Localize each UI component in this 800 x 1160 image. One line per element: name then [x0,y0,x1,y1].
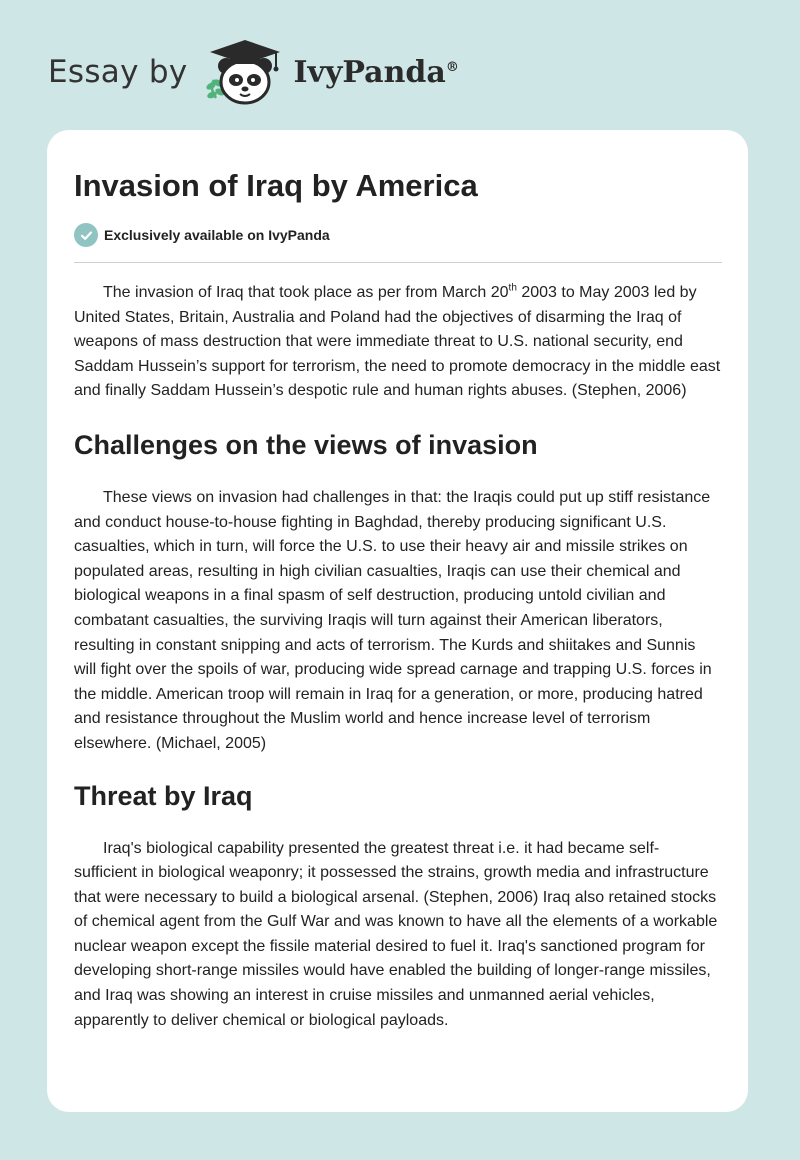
brand-name: IvyPanda® [293,54,459,90]
essay-title: Invasion of Iraq by America [74,168,478,203]
section-heading-threat: Threat by Iraq [74,780,253,811]
title-divider [74,262,722,263]
panda-mascot-icon [202,36,288,108]
brand-prefix: Essay by [48,54,188,90]
exclusive-badge [74,222,722,248]
section-heading-challenges: Challenges on the views of invasion [74,429,538,460]
section-body-challenges: These views on invasion had challenges in that: the Iraqis could put up stiff resistance and conduct house-to-house fighting in Baghdad, thereby producing significant U.S. casualties, which in turn, will force the U.S. to use their heavy air and missile strikes on populated areas, resulting in high civilian casualties, Iraqis can use their chemical and biological weapons in a final spasm of self destruction, producing untold civilian and combatant casualties, the surviving Iraqis will turn against their American liberators, resulting in constant snipping and acts of terrorism. The Kurds and shiitakes and Sunnis will fight over the spoils of war, producing wide spread carnage and trapping U.S. forces in the middle. American troop will remain in Iraq for a generation, or more, producing hatred and resistance throughout the Muslim world and hence increase level of terrorism elsewhere. (Michael, 2005) [74,488,712,752]
intro-paragraph: The invasion of Iraq that took place as per from March 20th 2003 to May 2003 led by United States, Britain, Australia and Poland had the objectives of disarming the Iraq of weapons of mass destruction that were immediate threat to U.S. national security, end Saddam Hussein’s support for terrorism, the need to promote democracy in the middle east and finally Saddam Hussein’s despotic rule and human rights abuses. (Stephen, 2006) [74,282,721,400]
exclusive-badge-label: Exclusively available on IvyPanda [104,227,330,243]
essay-card [47,130,748,1112]
check-circle-icon [74,223,98,247]
site-header-logo[interactable] [48,36,459,108]
section-body-threat: Iraq's biological capability presented the greatest threat i.e. it had became self-sufficient in biological weaponry; it possessed the strains, growth media and infrastructure that were necessary to build a biological arsenal. (Stephen, 2006) Iraq also retained stocks of chemical agent from the Gulf War and was known to have all the elements of a workable nuclear weapon except the fissile material desired to fuel it. Iraq's sanctioned program for developing short-range missiles would have enabled the building of longer-range missiles, and Iraq was showing an interest in cruise missiles and unmanned aerial vehicles, apparently to deliver chemical or biological payloads. [74,839,718,1029]
